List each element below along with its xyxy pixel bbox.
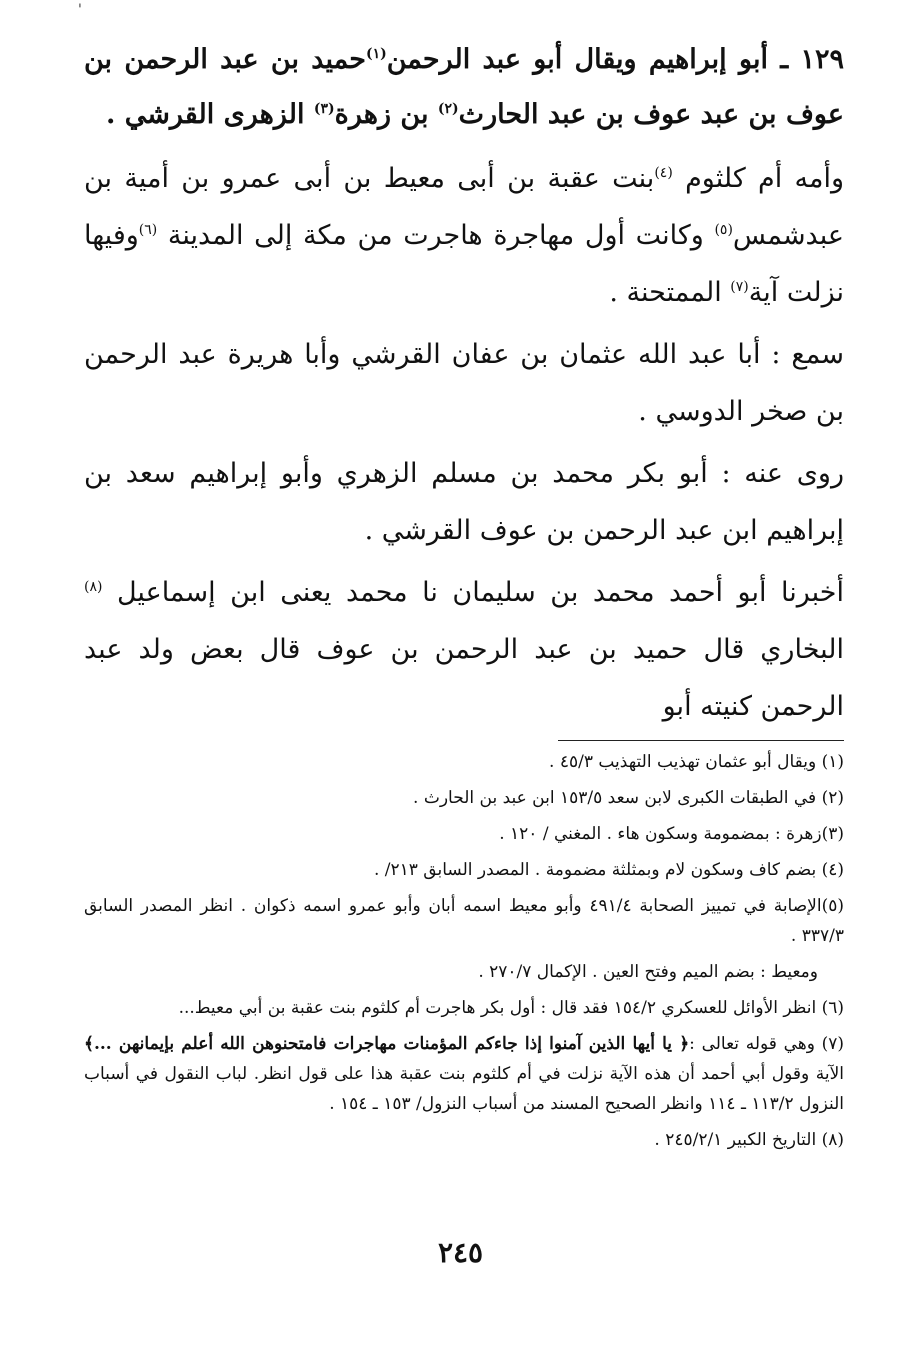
footnote-3: (٣)زهرة : بمضمومة وسكون هاء . المغني / ١٢٠ . xyxy=(499,824,844,844)
report-text-2: البخاري قال حميد بن عبد الرحمن بن عوف قال بعض ولد عبد الرحمن كنيته أبو xyxy=(84,634,844,722)
footnote-divider xyxy=(558,740,844,741)
footnote-7 xyxy=(84,1029,844,1119)
footnote-8: (٨) التاريخ الكبير ٢٤٥/٢/١ . xyxy=(654,1130,844,1150)
footnotes xyxy=(84,747,844,1155)
footnote-4: (٤) بضم كاف وسكون لام وبمثلثة مضمومة . المصدر السابق ٢١٣/ . xyxy=(373,860,844,880)
corner-mark: ' xyxy=(78,2,82,18)
footnote-7-verse: ﴿ يا أيها الذين آمنوا إذا جاءكم المؤمنات مهاجرات فامتحنوهن الله أعلم بإيمانهن ...﴾ xyxy=(84,1034,690,1054)
footnote-ref-2[interactable]: (٢) xyxy=(437,101,459,117)
footnote-ref-8[interactable]: (٨) xyxy=(84,579,103,595)
footnote-7-rest: الآية وقول أبي أحمد أن هذه الآية نزلت في أم كلثوم بنت عقبة هذا على قول انظر. لباب النقول في أسباب النزول ١١٣/٢ ـ ١١٤ وانظر الصحيح المسند من أسباب النزول/ ١٥٣ ـ ١٥٤ . xyxy=(84,1064,844,1114)
footnote-ref-7[interactable]: (٧) xyxy=(730,279,749,295)
footnote-6: (٦) انظر الأوائل للعسكري ١٥٤/٢ فقد قال : أول بكر هاجرت أم كلثوم بنت عقبة بن أبي معيط... xyxy=(178,998,844,1018)
footnote-ref-6[interactable]: (٦) xyxy=(138,222,158,238)
entry-heading-text: ١٢٩ ـ أبو إبراهيم ويقال أبو عبد الرحمن xyxy=(386,44,845,75)
entry-heading-name: حميد بن عبد الرحمن بن عوف بن عبد عوف بن عبد الحارث xyxy=(84,44,844,130)
narrated-paragraph: روى عنه : أبو بكر محمد بن مسلم الزهري وأبو إبراهيم سعد بن إبراهيم ابن عبد الرحمن بن عوف القرشي . xyxy=(84,458,844,546)
footnote-2: (٢) في الطبقات الكبرى لابن سعد ١٥٣/٥ ابن عبد بن الحارث . xyxy=(413,788,844,808)
entry-heading-zuhra: بن زهرة xyxy=(334,99,438,130)
mother-text-1: وأمه أم كلثوم xyxy=(672,163,844,194)
footnote-5: (٥)الإصابة في تمييز الصحابة ٤٩١/٤ وأبو معيط اسمه أبان وأبو عمرو اسمه ذكوان . انظر المصدر السابق ٣٣٧/٣ . xyxy=(84,896,845,946)
mother-text-4: وفيها نزلت آية xyxy=(84,220,844,308)
mother-paragraph xyxy=(84,150,844,321)
heard-paragraph: سمع : أبا عبد الله عثمان بن عفان القرشي وأبا هريرة عبد الرحمن بن صخر الدوسي . xyxy=(84,339,844,427)
page-body xyxy=(84,32,844,1161)
footnote-ref-4[interactable]: (٤) xyxy=(654,165,673,181)
page-number: ٢٤٥ xyxy=(437,1236,484,1269)
footnote-ref-5[interactable]: (٥) xyxy=(714,222,733,238)
footnote-5-continuation: ومعيط : بضم الميم وفتح العين . الإكمال ٢٧٠/٧ . xyxy=(478,962,818,982)
entry-heading xyxy=(84,32,844,142)
report-text-1: أخبرنا أبو أحمد محمد بن سليمان نا محمد يعنى ابن إسماعيل xyxy=(102,577,844,608)
footnote-1: (١) ويقال أبو عثمان تهذيب التهذيب ٤٥/٣ . xyxy=(549,752,844,772)
report-paragraph xyxy=(84,564,844,735)
entry-heading-nisba: الزهرى القرشي . xyxy=(105,99,314,130)
mother-text-3: وكانت أول مهاجرة هاجرت من مكة إلى المدينة xyxy=(157,220,715,251)
footnote-7-prefix: (٧) وهي قوله تعالى : xyxy=(689,1034,845,1054)
mother-text-5: الممتحنة . xyxy=(609,277,731,308)
footnote-ref-3[interactable]: (٣) xyxy=(313,101,335,117)
footnote-ref-1[interactable]: (١) xyxy=(365,46,387,62)
mother-text-2: بنت عقبة بن أبى معيط بن أبى عمرو بن أمية بن عبدشمس xyxy=(84,163,844,251)
